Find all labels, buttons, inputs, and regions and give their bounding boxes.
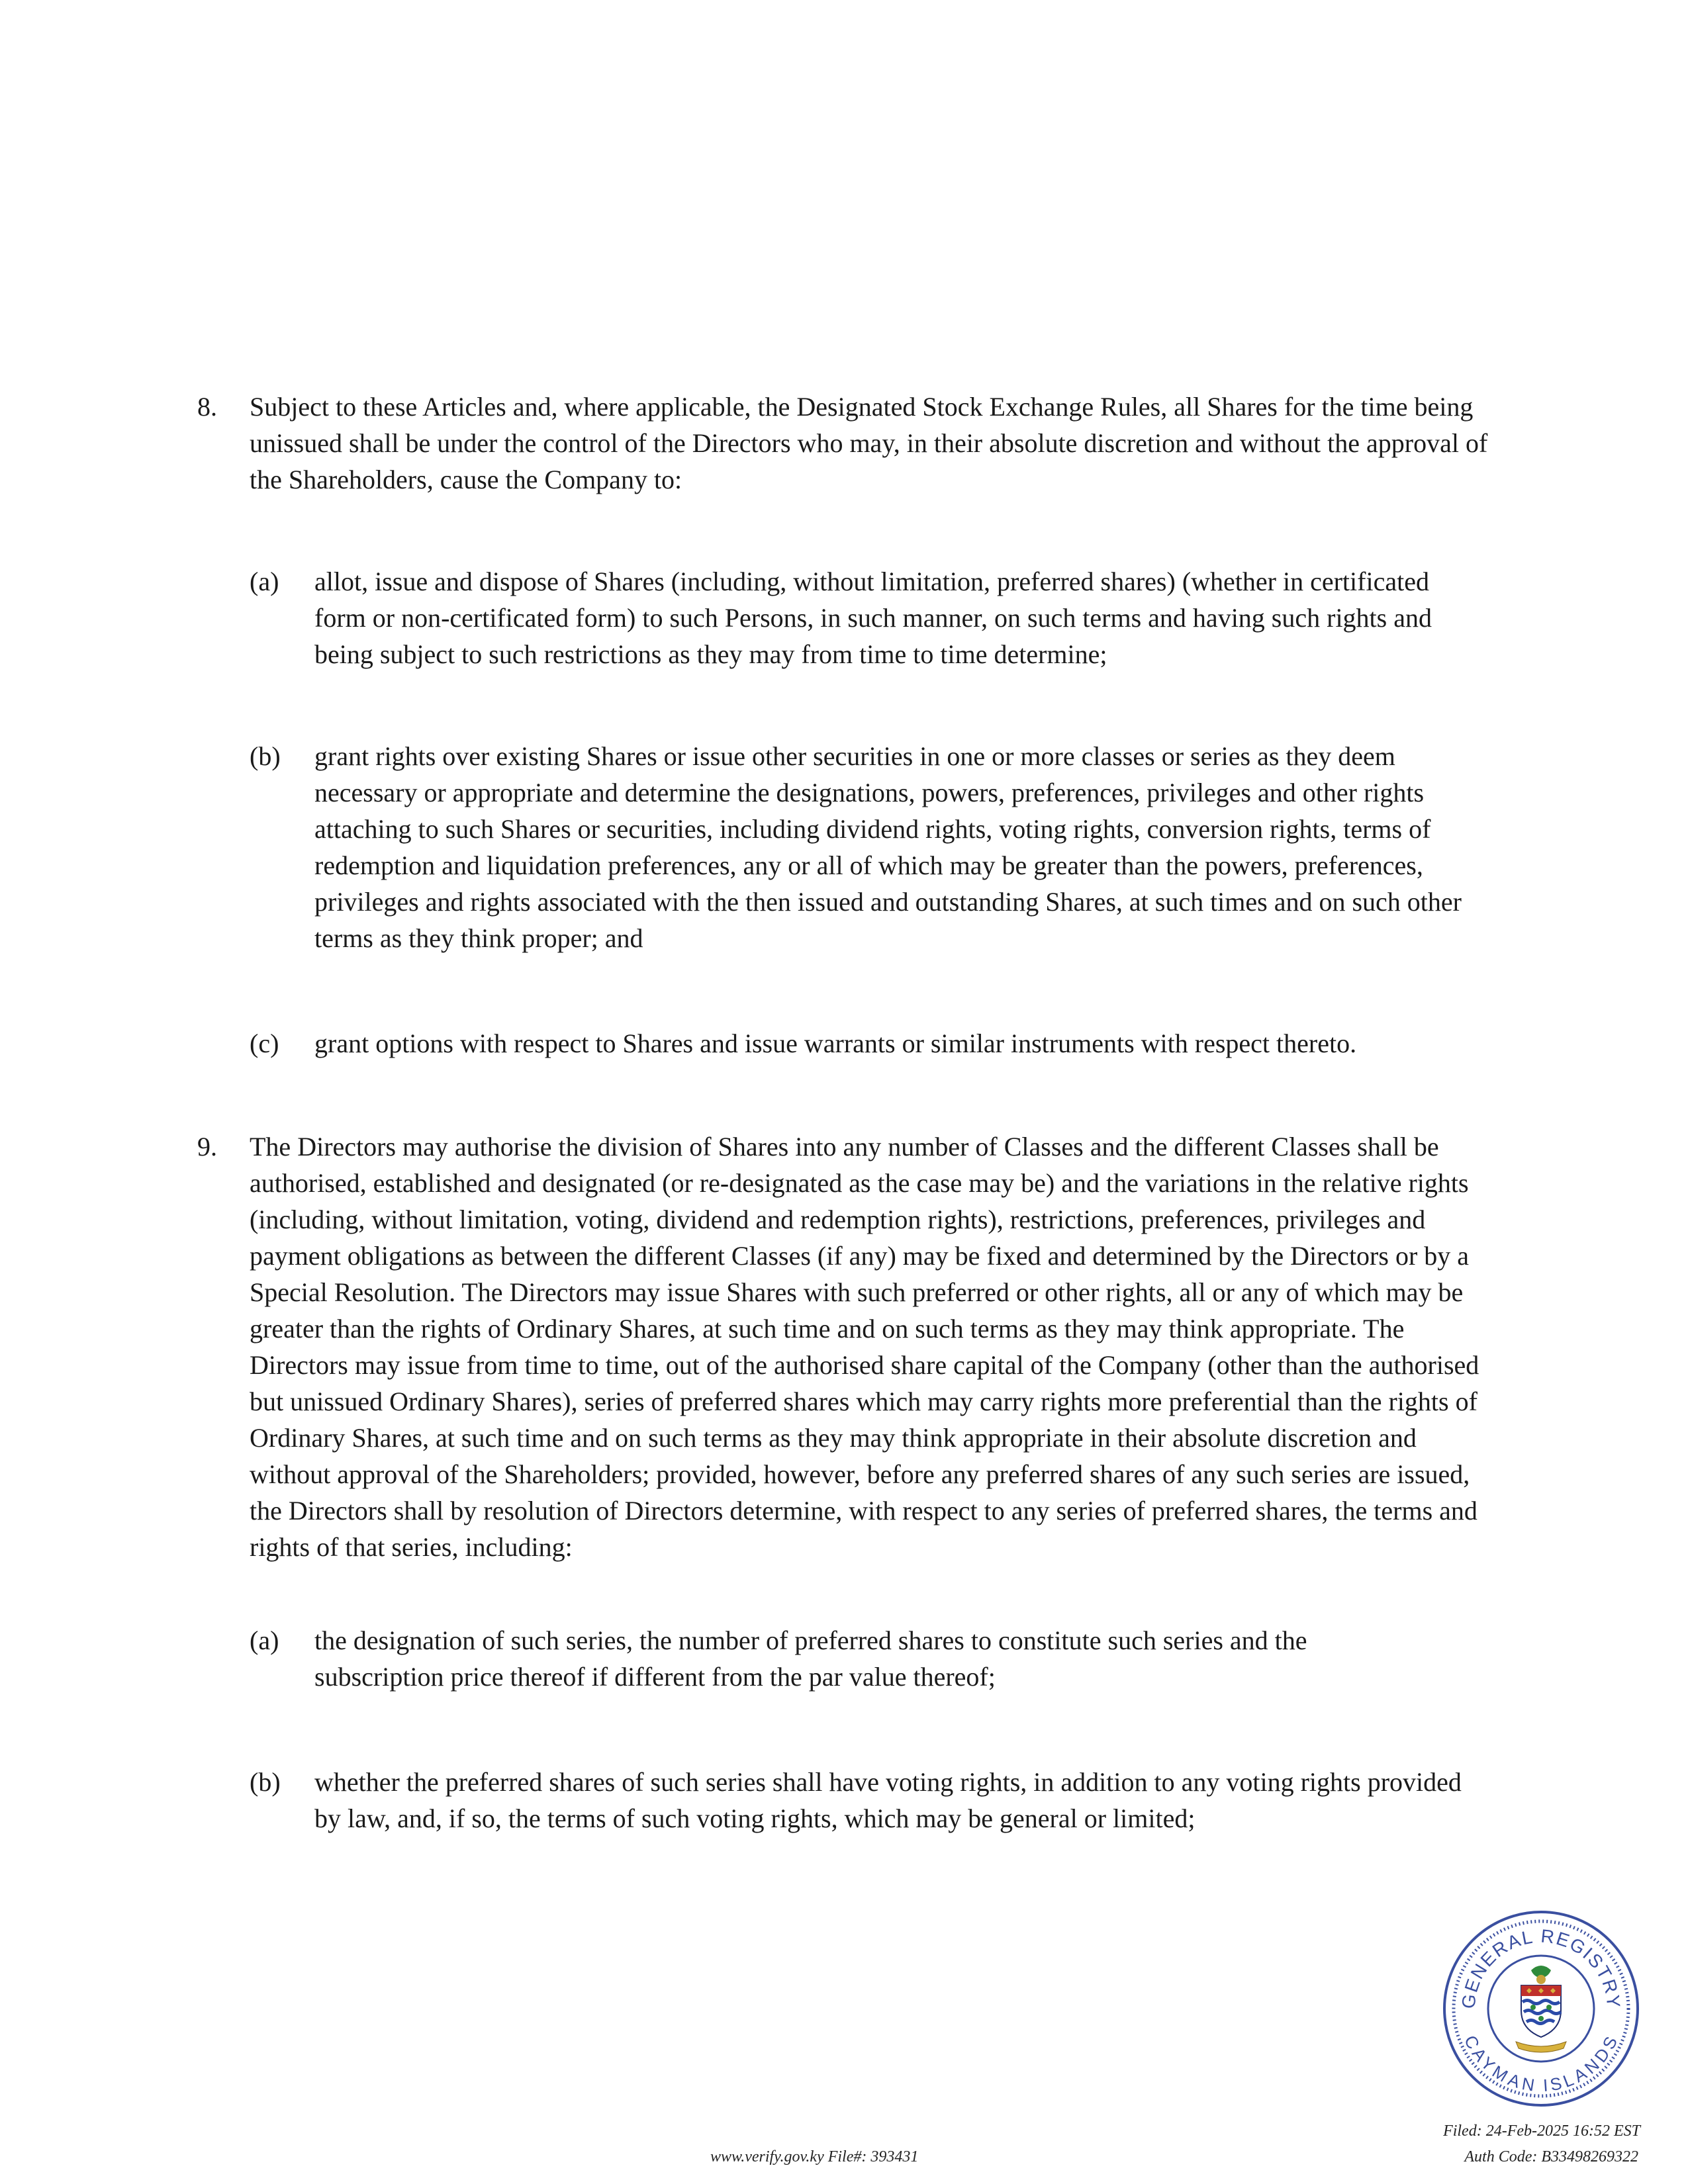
seal-top-text: GENERAL REGISTRY [1458,1925,1624,2010]
item-label: (b) [250,741,281,771]
item-label: (b) [250,1767,281,1797]
verify-file-footer: www.verify.gov.ky File#: 393431 [710,2148,919,2165]
seal-bottom-text: CAYMAN ISLANDS [1460,2032,1622,2096]
item-text: grant options with respect to Shares and issue warrants or similar instruments with respect thereto. [314,1028,1357,1058]
item-text: the designation of such series, the number of preferred shares to constitute such series and the subscription price thereof if different from the par value thereof; [314,1625,1307,1692]
general-registry-seal [1442,1909,1640,2108]
filed-timestamp: Filed: 24-Feb-2025 16:52 EST [1443,2122,1640,2140]
item-text: grant rights over existing Shares or issue other securities in one or more classes or series as they deem necessary or appropriate and determine the designations, powers, preferences, privileges and other rights attaching to such Shares or securities, including dividend rights, voting rights, conversion rights, terms of redemption and liquidation preferences, any or all of which may be greater than the powers, preferences, privileges and rights associated with the then issued and outstanding Shares, at such times and on such other terms as they think proper; and [314,741,1462,953]
clause-number: 9. [197,1132,217,1161]
item-label: (a) [250,1625,279,1655]
clause-text: The Directors may authorise the division of Shares into any number of Classes and the different Classes shall be authorised, established and designated (or re-designated as the case may be) and the variations in the relative rights (including, without limitation, voting, dividend and redemption rights), restrictions, preferences, privileges and payment obligations as between the different Classes (if any) may be fixed and determined by the Directors or by a Special Resolution. The Directors may issue Shares with such preferred or other rights, all or any of which may be greater than the rights of Ordinary Shares, at such time and on such terms as they may think appropriate. The Directors may issue from time to time, out of the authorised share capital of the Company (other than the authorised but unissued Ordinary Shares), series of preferred shares which may carry rights more preferential than the rights of Ordinary Shares, at such time and on such terms as they may think appropriate in their absolute discretion and without approval of the Shareholders; provided, however, before any preferred shares of any such series are issued, the Directors shall by resolution of Directors determine, with respect to any series of preferred shares, the terms and rights of that series, including: [250,1132,1479,1562]
item-label: (c) [250,1028,279,1058]
clause-text: Subject to these Articles and, where applicable, the Designated Stock Exchange Rules, all Shares for the time being unissued shall be under the control of the Directors who may, in their absolute discretion and without the approval of the Shareholders, cause the Company to: [250,392,1488,494]
clause-number: 8. [197,392,217,422]
item-text: allot, issue and dispose of Shares (including, without limitation, preferred shares) (whether in certificated form or non-certificated form) to such Persons, in such manner, on such terms and having such rights and being subject to such restrictions as they may from time to time determine; [314,567,1432,669]
item-label: (a) [250,567,279,596]
auth-code: Auth Code: B33498269322 [1464,2148,1638,2165]
item-text: whether the preferred shares of such series shall have voting rights, in addition to any voting rights provided by law, and, if so, the terms of such voting rights, which may be general or limited; [314,1767,1462,1833]
